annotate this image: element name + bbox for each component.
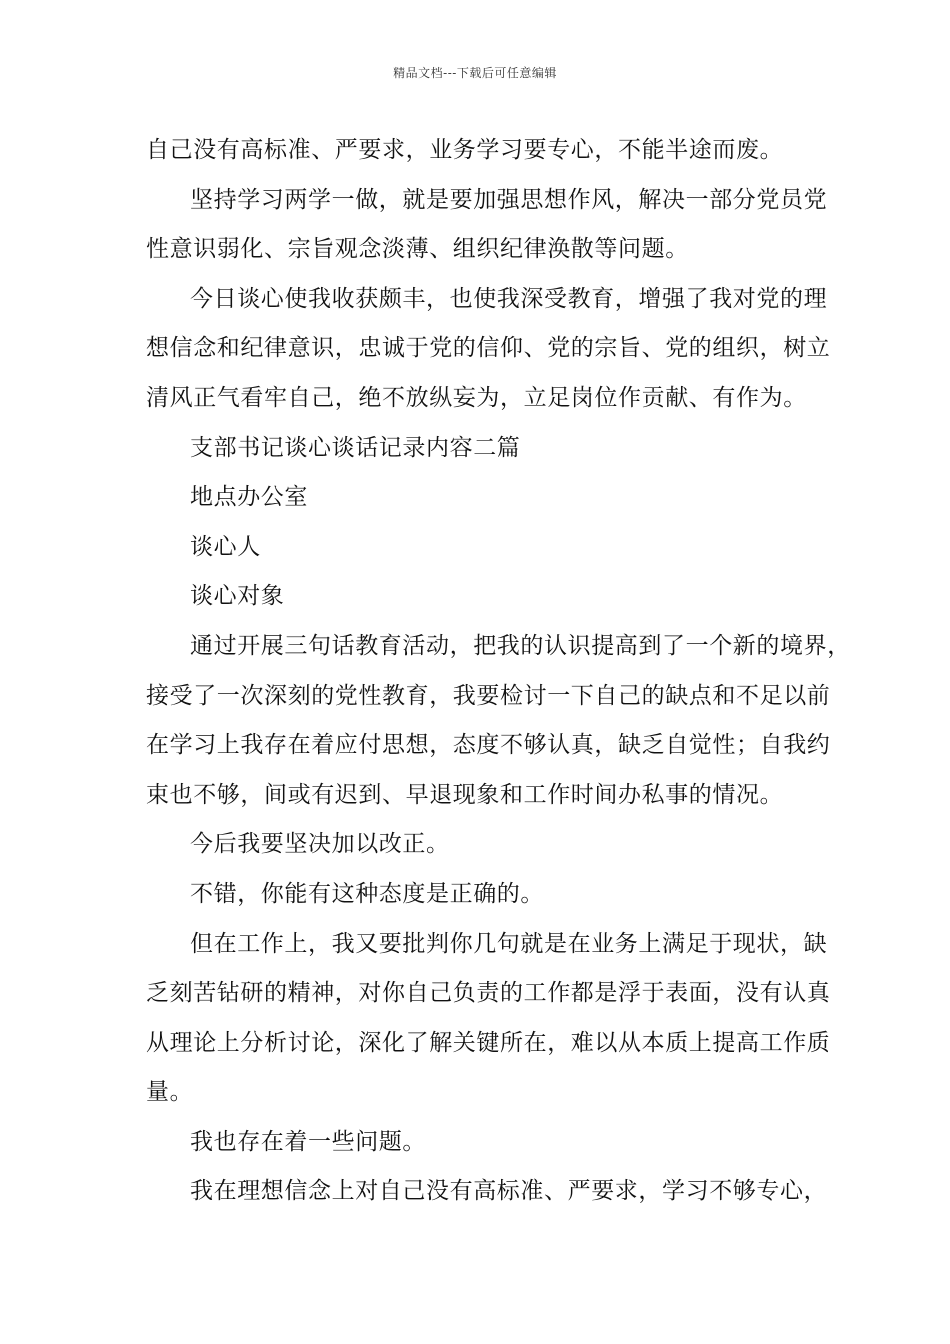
paragraph-line-1: 自己没有高标准、严要求，业务学习要专心，不能半途而废。	[146, 137, 784, 163]
paragraph-line-21: 我也存在着一些问题。	[190, 1128, 426, 1155]
paragraph-line-14: 束也不够，间或有迟到、早退现象和工作时间办私事的情况。	[146, 781, 784, 808]
paragraph-line-3: 性意识弱化、宗旨观念淡薄、组织纪律涣散等问题。	[146, 236, 689, 263]
paragraph-line-18: 乏刻苦钻研的精神，对你自己负责的工作都是浮于表面，没有认真	[146, 980, 831, 1007]
paragraph-line-5: 想信念和纪律意识，忠诚于党的信仰、党的宗旨、党的组织，树立	[146, 335, 831, 362]
paragraph-line-11: 通过开展三句话教育活动，把我的认识提高到了一个新的境界，	[190, 632, 851, 659]
page-header: 精品文档---下载后可任意编辑	[393, 66, 557, 80]
talk-person: 谈心人	[190, 533, 261, 560]
paragraph-line-20: 量。	[146, 1079, 194, 1106]
paragraph-line-16: 不错，你能有这种态度是正确的。	[190, 880, 544, 907]
document-body	[146, 126, 851, 1217]
paragraph-line-6: 清风正气看牢自己，绝不放纵妄为，立足岗位作贡献、有作为。	[146, 384, 807, 411]
paragraph-line-13: 在学习上我存在着应付思想，态度不够认真，缺乏自觉性；自我约	[146, 732, 831, 759]
meeting-location: 地点办公室	[190, 484, 308, 511]
paragraph-line-4: 今日谈心使我收获颇丰，也使我深受教育，增强了我对党的理	[190, 285, 828, 312]
talk-target: 谈心对象	[190, 583, 285, 610]
paragraph-line-17: 但在工作上，我又要批判你几句就是在业务上满足于现状，缺	[190, 930, 828, 957]
paragraph-line-15: 今后我要坚决加以改正。	[190, 831, 450, 858]
paragraph-line-12: 接受了一次深刻的党性教育，我要检讨一下自己的缺点和不足以前	[146, 682, 831, 709]
paragraph-line-19: 从理论上分析讨论，深化了解关键所在，难以从本质上提高工作质	[146, 1029, 831, 1056]
section-title: 支部书记谈心谈话记录内容二篇	[190, 434, 521, 461]
paragraph-line-22: 我在理想信念上对自己没有高标准、严要求，学习不够专心，	[190, 1178, 828, 1205]
paragraph-line-2: 坚持学习两学一做，就是要加强思想作风，解决一部分党员党	[190, 186, 828, 213]
